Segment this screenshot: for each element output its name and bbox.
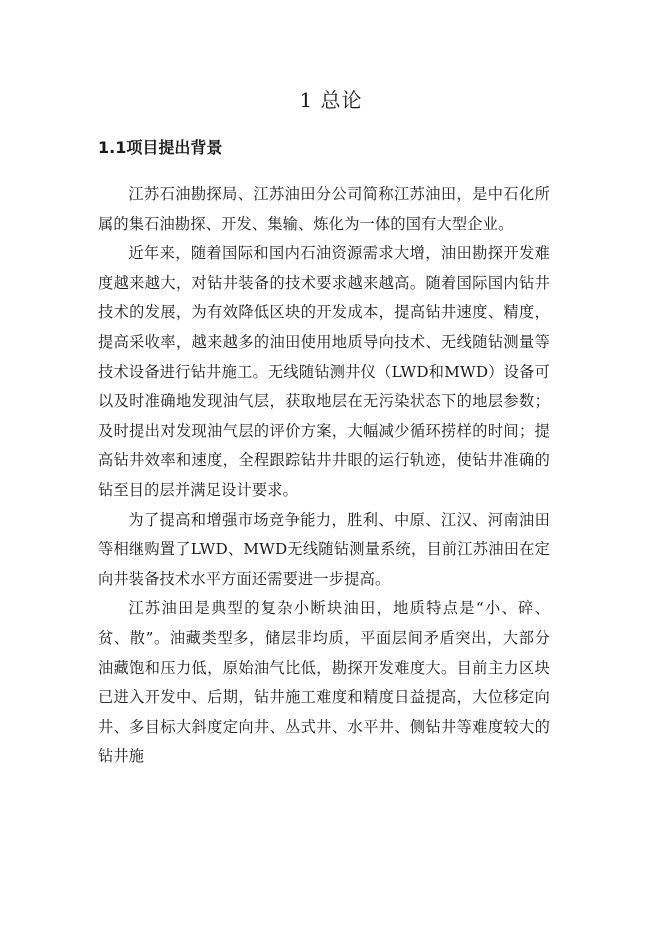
paragraph: 为了提高和增强市场竞争能力，胜利、中原、江汉、河南油田等相继购置了LWD、MWD无线随钻测量系统，目前江苏油田在定向井装备技术水平方面还需要进一步提高。	[98, 510, 550, 588]
body-text	[98, 180, 550, 772]
paragraph: 近年来，随着国际和国内石油资源需求大增，油田勘探开发难度越来越大，对钻井装备的技术要求越来越高。随着国际国内钻井技术的发展，为有效降低区块的开发成本，提高钻井速度、精度，提高采收率，越来越多的油田使用地质导向技术、无线随钻测量等技术设备进行钻井施工。无线随钻测井仪（LWD和MWD）设备可以及时准确地发现油气层，获取地层在无污染状态下的地层参数；及时提出对发现油气层的评价方案，大幅减少循环捞样的时间；提高钻井效率和速度，全程跟踪钻井井眼的运行轨迹，使钻井准确的钻至目的层并满足设计要求。	[98, 244, 550, 499]
paragraph: 江苏油田是典型的复杂小断块油田，地质特点是“小、碎、贫、散”。油藏类型多，储层非均质，平面层间矛盾突出，大部分油藏饱和压力低，原始油气比低，勘探开发难度大。目前主力区块已进入开发中、后期，钻井施工难度和精度日益提高，大位移定向井、多目标大斜度定向井、丛式井、水平井、侧钻井等难度较大的钻井施	[98, 599, 550, 766]
section-title: 1.1项目提出背景	[98, 138, 223, 157]
paragraph: 江苏石油勘探局、江苏油田分公司简称江苏油田，是中石化所属的集石油勘探、开发、集输、炼化为一体的国有大型企业。	[98, 185, 550, 233]
chapter-title: 1 总论	[299, 88, 363, 112]
